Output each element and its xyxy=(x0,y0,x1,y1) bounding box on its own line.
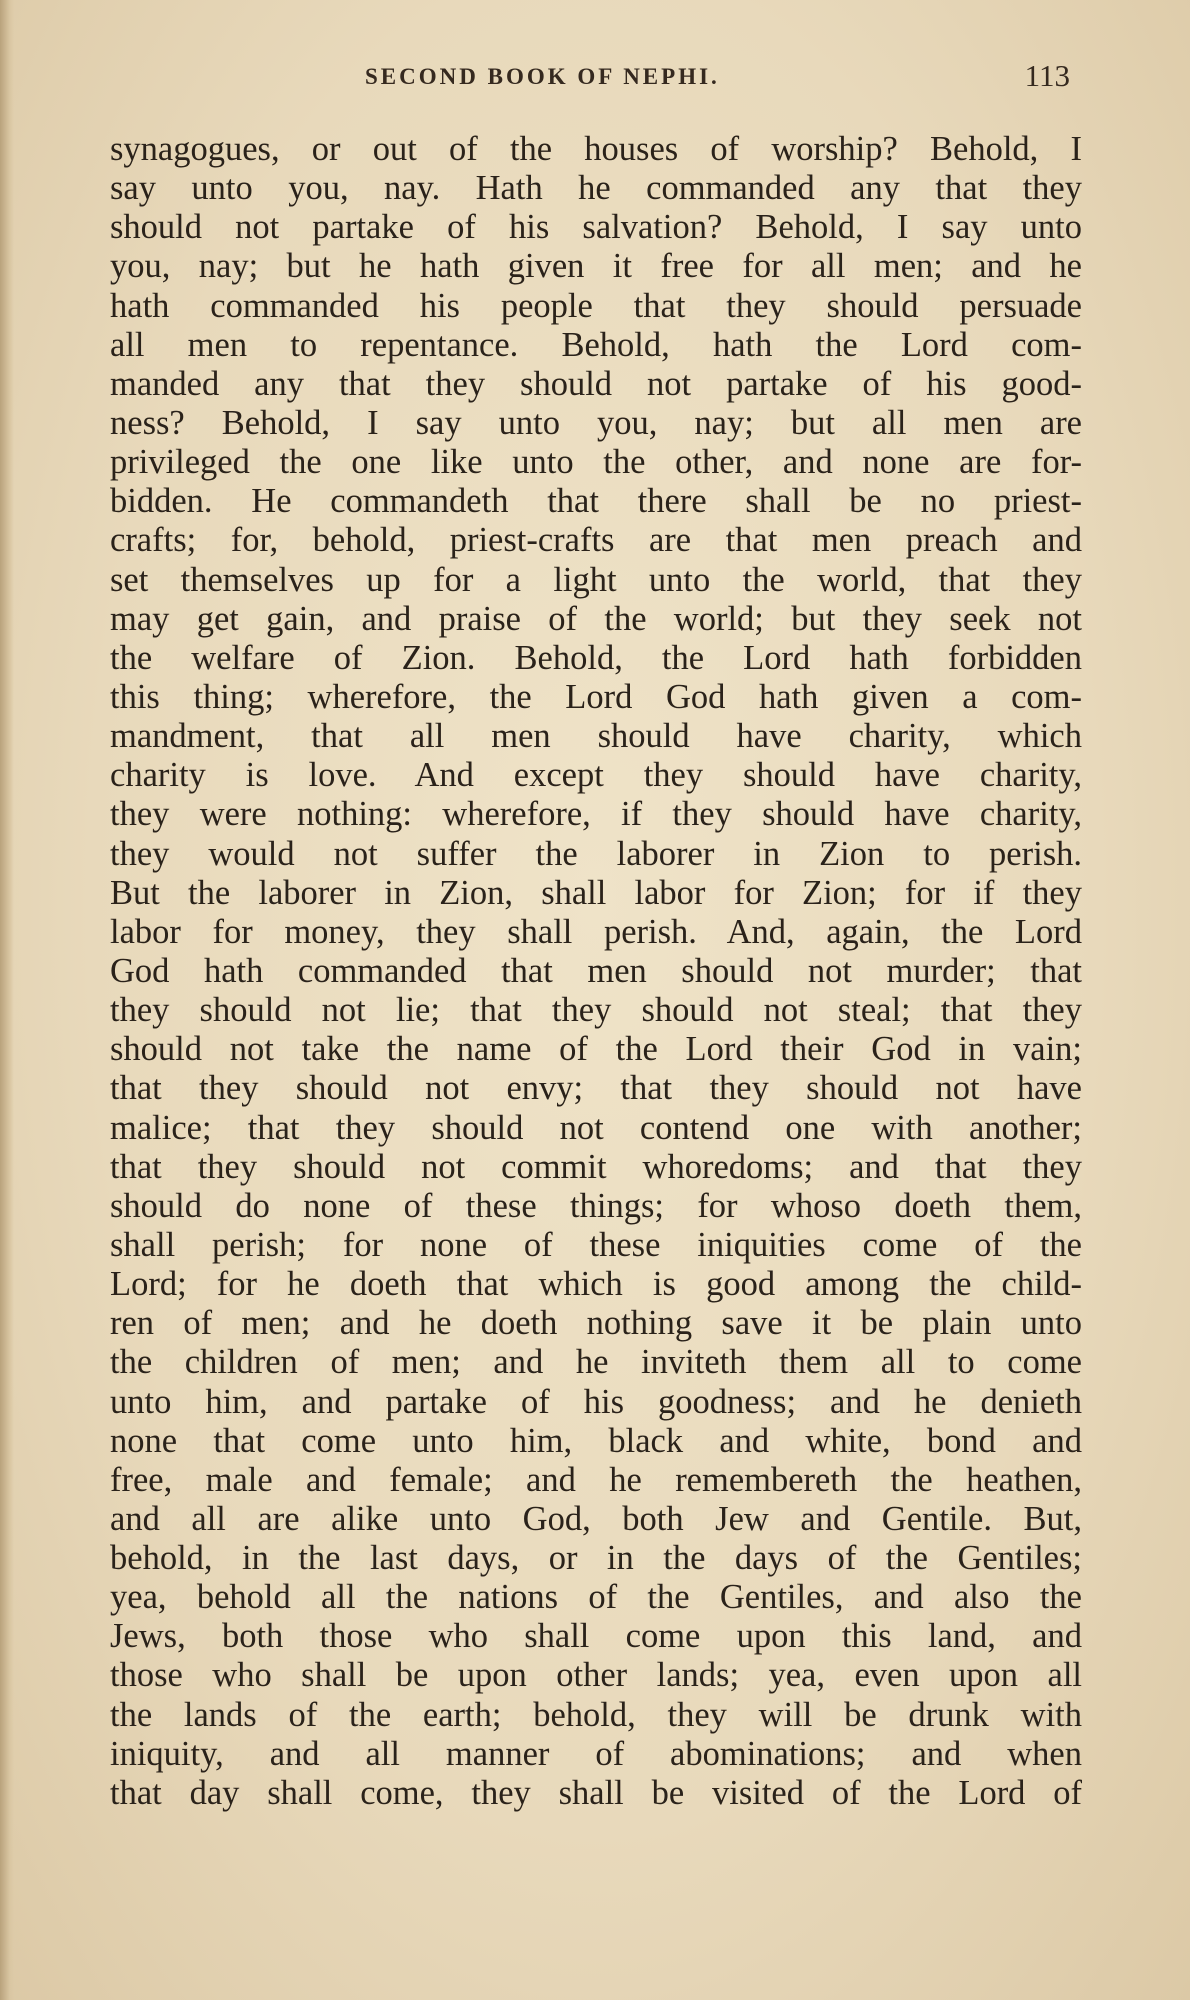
text-line: yea, behold all the nations of the Gentiles, and also the xyxy=(110,1578,1082,1617)
text-line: this thing; wherefore, the Lord God hath given a com- xyxy=(110,677,1082,716)
text-line: say unto you, nay. Hath he commanded any that they xyxy=(110,169,1082,208)
text-line: that they should not envy; that they should not have xyxy=(110,1069,1082,1108)
binding-shadow xyxy=(0,0,14,2000)
text-line: ren of men; and he doeth nothing save it be plain unto xyxy=(110,1304,1082,1343)
text-line: malice; that they should not contend one with another; xyxy=(110,1108,1082,1147)
text-line: those who shall be upon other lands; yea, even upon all xyxy=(110,1656,1082,1695)
body-text xyxy=(110,130,1082,1813)
text-line: may get gain, and praise of the world; but they seek not xyxy=(110,599,1082,638)
text-line: synagogues, or out of the houses of worship? Behold, I xyxy=(110,130,1082,168)
running-head xyxy=(110,58,1090,98)
text-line: iniquity, and all manner of abominations; and when xyxy=(110,1734,1082,1773)
text-line: they would not suffer the laborer in Zion to perish. xyxy=(110,834,1082,873)
text-line: shall perish; for none of these iniquities come of the xyxy=(110,1225,1082,1264)
text-line: charity is love. And except they should have charity, xyxy=(110,756,1082,795)
text-line: should not partake of his salvation? Behold, I say unto xyxy=(110,208,1082,247)
page-number: 113 xyxy=(1024,58,1070,93)
text-line: all men to repentance. Behold, hath the Lord com- xyxy=(110,325,1082,364)
text-line: mandment, that all men should have charity, which xyxy=(110,717,1082,756)
text-line: God hath commanded that men should not murder; that xyxy=(110,951,1082,990)
text-line: the children of men; and he inviteth them all to come xyxy=(110,1343,1082,1382)
text-line: none that come unto him, black and white, bond and xyxy=(110,1421,1082,1460)
text-line: But the laborer in Zion, shall labor for Zion; for if they xyxy=(110,873,1082,912)
running-title: SECOND BOOK OF NEPHI. xyxy=(365,64,720,89)
text-line: should not take the name of the Lord their God in vain; xyxy=(110,1030,1082,1069)
text-line: hath commanded his people that they should persuade xyxy=(110,286,1082,325)
text-line: that day shall come, they shall be visited of the Lord of xyxy=(110,1773,1082,1812)
text-line: labor for money, they shall perish. And, again, the Lord xyxy=(110,912,1082,951)
text-line: set themselves up for a light unto the world, that they xyxy=(110,560,1082,599)
text-line: they were nothing: wherefore, if they should have charity, xyxy=(110,795,1082,834)
text-line: unto him, and partake of his goodness; and he denieth xyxy=(110,1382,1082,1421)
text-line: behold, in the last days, or in the days of the Gentiles; xyxy=(110,1539,1082,1578)
text-line: the lands of the earth; behold, they will be drunk with xyxy=(110,1695,1082,1734)
text-line: Jews, both those who shall come upon this land, and xyxy=(110,1617,1082,1656)
text-line: should do none of these things; for whoso doeth them, xyxy=(110,1186,1082,1225)
text-line: you, nay; but he hath given it free for all men; and he xyxy=(110,247,1082,286)
text-line: Lord; for he doeth that which is good among the child- xyxy=(110,1265,1082,1304)
text-line: ness? Behold, I say unto you, nay; but all men are xyxy=(110,403,1082,442)
text-line: and all are alike unto God, both Jew and Gentile. But, xyxy=(110,1499,1082,1538)
text-line: bidden. He commandeth that there shall be no priest- xyxy=(110,482,1082,521)
text-line: that they should not commit whoredoms; and that they xyxy=(110,1147,1082,1186)
text-line: manded any that they should not partake of his good- xyxy=(110,364,1082,403)
text-line: crafts; for, behold, priest-crafts are that men preach and xyxy=(110,521,1082,560)
text-line: free, male and female; and he remembereth the heathen, xyxy=(110,1460,1082,1499)
text-line: privileged the one like unto the other, and none are for- xyxy=(110,443,1082,482)
text-line: they should not lie; that they should not steal; that they xyxy=(110,991,1082,1030)
text-line: the welfare of Zion. Behold, the Lord hath forbidden xyxy=(110,638,1082,677)
